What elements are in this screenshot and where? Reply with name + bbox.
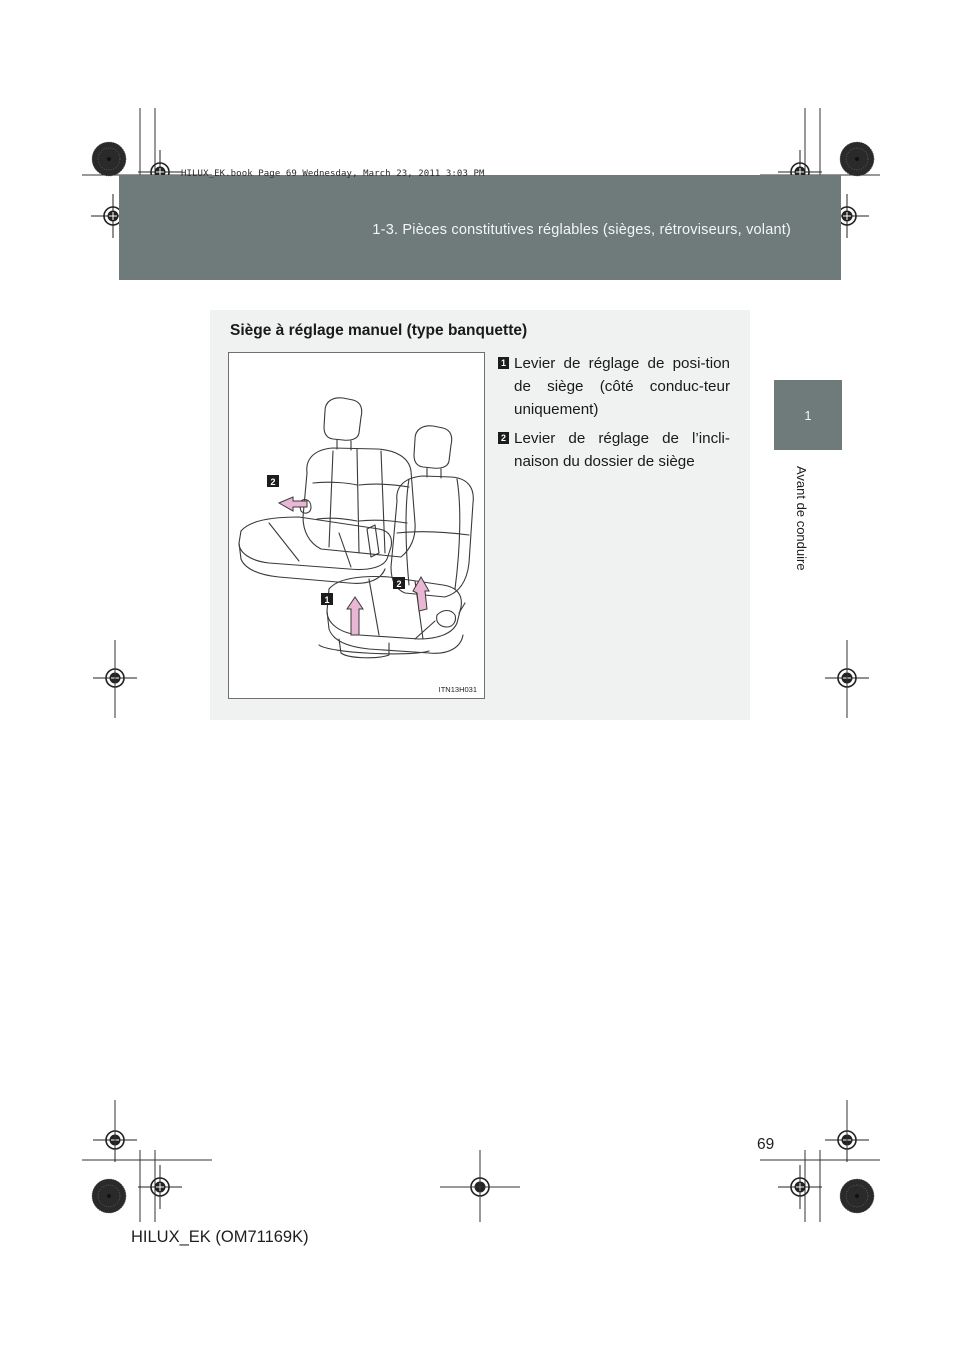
content-box: [210, 310, 750, 720]
seat-figure: [228, 352, 485, 699]
callout-badge-1: [321, 593, 333, 605]
legend-badge: 1: [498, 357, 509, 369]
legend-badge: 2: [498, 432, 509, 444]
book-stamp: HILUX_EK.book Page 69 Wednesday, March 23, 2011 3:03 PM: [181, 169, 485, 179]
figure-code: ITN13H031: [438, 685, 477, 694]
callout-badge-2a: [267, 475, 279, 487]
bench-seat-illustration: [229, 353, 484, 698]
header-band: [119, 175, 841, 280]
section-title: Siège à réglage manuel (type banquette): [230, 322, 528, 339]
chapter-number: 1: [804, 407, 812, 423]
legend-item: [498, 427, 730, 473]
footer-model-code: HILUX_EK (OM71169K): [131, 1228, 309, 1246]
legend: [498, 352, 730, 479]
section-header-title: 1-3. Pièces constitutives réglables (sièges, rétroviseurs, volant): [372, 222, 791, 238]
legend-text: Levier de réglage de posi-tion de siège (côté conduc-teur uniquement): [514, 355, 730, 418]
chapter-tab: [774, 380, 842, 450]
legend-item: [498, 352, 730, 421]
callout-label: 1: [324, 595, 330, 605]
callout-label: 2: [396, 579, 402, 589]
callout-label: 2: [270, 477, 276, 487]
legend-text: Levier de réglage de l’incli-naison du dossier de siège: [514, 430, 730, 470]
callout-badge-2b: [393, 577, 405, 589]
page-number: 69: [757, 1136, 775, 1153]
chapter-label: Avant de conduire: [794, 466, 809, 571]
